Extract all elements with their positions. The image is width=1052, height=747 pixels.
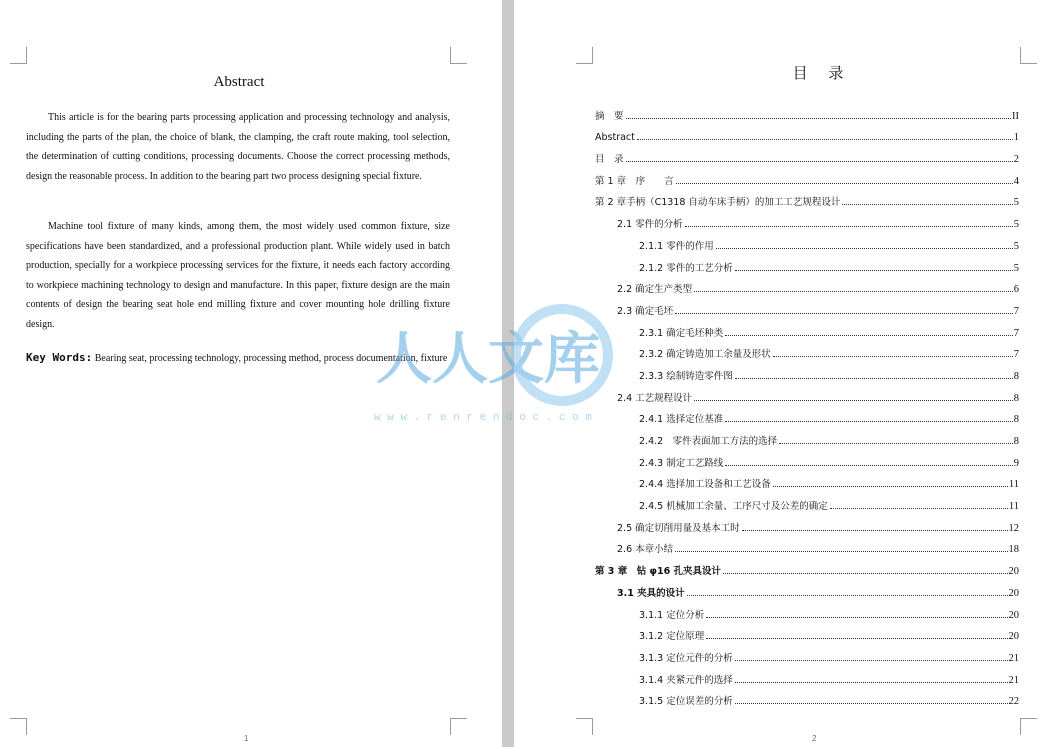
page-number: 1 (244, 734, 249, 743)
toc-entry[interactable] (595, 252, 1019, 274)
toc-entry-label: 2.3 确定毛坯 (617, 305, 674, 317)
toc-leader-dots (706, 617, 1007, 618)
toc-leader-dots (626, 118, 1011, 119)
toc-entry-page: 5 (1013, 219, 1019, 231)
abstract-paragraph: This article is for the bearing parts processing application and processing technology and analysis, including the parts of the plan, the choice of blank, the clamping, the craft route making, tool selection, the determination of cutting conditions, processing documents. Choose the correct processing methods, design the reasonable process. In addition to the bearing part two process designing special fixture. (26, 112, 450, 182)
watermark-text: 人人文库 (376, 327, 600, 392)
document-page-2 (514, 0, 1052, 747)
toc-entry-page: 1 (1013, 132, 1019, 144)
toc-leader-dots (735, 703, 1008, 704)
page-number: 2 (812, 734, 817, 743)
page-gutter (502, 0, 514, 747)
toc-entry-page: 8 (1013, 392, 1019, 404)
toc-entry-page: 8 (1013, 370, 1019, 382)
toc-entry-label: 2.5 确定切削用量及基本工时 (617, 522, 740, 534)
toc-leader-dots (675, 551, 1007, 552)
toc-entry-label: 2.4.4 选择加工设备和工艺设备 (639, 479, 771, 491)
toc-entry-label: 2.1.2 零件的工艺分析 (639, 262, 733, 274)
toc-entry-page: 5 (1013, 240, 1019, 252)
toc-leader-dots (626, 161, 1013, 162)
toc-entry-page: 21 (1008, 652, 1019, 664)
toc-leader-dots (706, 638, 1007, 639)
toc-entry-page: 8 (1013, 414, 1019, 426)
toc-entry-label: Abstract (595, 132, 635, 144)
toc-leader-dots (723, 573, 1008, 574)
toc-entry-page: 20 (1008, 631, 1019, 643)
toc-leader-dots (675, 313, 1013, 314)
toc-entry[interactable] (595, 274, 1019, 296)
toc-entry-label: 2.1.1 零件的作用 (639, 240, 714, 252)
toc-entry[interactable] (595, 230, 1019, 252)
abstract-title: Abstract (213, 74, 265, 90)
toc-entry[interactable] (595, 295, 1019, 317)
toc-entry-label: 3.1.4 夹紧元件的选择 (639, 674, 733, 686)
toc-entry-page: 6 (1013, 284, 1019, 296)
toc-entry-label: 3.1.5 定位误差的分析 (639, 696, 733, 708)
toc-entry-page: 11 (1008, 479, 1019, 491)
toc-leader-dots (694, 291, 1013, 292)
margin-corner-mark (576, 718, 593, 735)
toc-entry[interactable] (595, 165, 1019, 187)
toc-entry-page: 7 (1013, 305, 1019, 317)
toc-entry-page: 20 (1008, 609, 1019, 621)
toc-entry-label: 3.1.3 定位元件的分析 (639, 652, 733, 664)
toc-entry-label: 2.3.1 确定毛坯种类 (639, 327, 724, 339)
toc-entry[interactable] (595, 490, 1019, 512)
toc-entry[interactable] (595, 447, 1019, 469)
toc-entry-label: 2.4.2 零件表面加工方法的选择 (639, 436, 778, 447)
margin-corner-mark (10, 47, 27, 64)
toc-list (595, 100, 1019, 707)
toc-entry-page: 7 (1013, 327, 1019, 339)
toc-entry[interactable] (595, 317, 1019, 339)
toc-entry-page: 12 (1008, 522, 1019, 534)
toc-entry[interactable] (595, 382, 1019, 404)
watermark-url: w w w . r e n r e n d o c . c o m (374, 412, 592, 424)
toc-entry-label: 2.4.5 机械加工余量、工序尺寸及公差的确定 (639, 501, 828, 513)
margin-corner-mark (1020, 718, 1037, 735)
toc-leader-dots (637, 139, 1013, 140)
toc-entry-page: II (1012, 110, 1019, 122)
toc-leader-dots (716, 248, 1013, 249)
toc-entry[interactable] (595, 339, 1019, 361)
toc-entry-page: 7 (1013, 349, 1019, 361)
toc-leader-dots (725, 335, 1013, 336)
toc-entry-label: 第 3 章 钻 φ16 孔夹具设计 (595, 566, 721, 578)
toc-entry[interactable] (595, 122, 1019, 144)
toc-leader-dots (687, 595, 1008, 596)
toc-entry[interactable] (595, 100, 1019, 122)
toc-leader-dots (735, 270, 1013, 271)
toc-entry-label: 2.3.2 确定铸造加工余量及形状 (639, 349, 771, 361)
toc-entry[interactable] (595, 208, 1019, 230)
toc-leader-dots (676, 183, 1013, 184)
toc-entry[interactable] (595, 360, 1019, 382)
toc-entry-label: 2.3.3 绘制铸造零件图 (639, 370, 733, 382)
toc-entry-label: 摘 要 (595, 110, 624, 122)
toc-entry-label: 2.4 工艺规程设计 (617, 392, 693, 404)
toc-leader-dots (725, 465, 1013, 466)
toc-entry-label: 2.4.3 制定工艺路线 (639, 457, 724, 469)
toc-leader-dots (735, 378, 1013, 379)
toc-entry-page: 2 (1013, 154, 1019, 166)
keywords-label: Key Words: (26, 351, 93, 364)
toc-leader-dots (830, 508, 1008, 509)
toc-leader-dots (779, 443, 1013, 444)
toc-entry[interactable] (595, 621, 1019, 643)
toc-entry[interactable] (595, 404, 1019, 426)
toc-entry-page: 9 (1013, 457, 1019, 469)
toc-entry[interactable] (595, 469, 1019, 491)
toc-entry-label: 第 1 章 序 言 (595, 175, 674, 187)
toc-leader-dots (773, 486, 1008, 487)
toc-entry-page: 5 (1013, 197, 1019, 209)
toc-entry-page: 20 (1008, 566, 1019, 578)
margin-corner-mark (450, 47, 467, 64)
toc-leader-dots (694, 400, 1013, 401)
toc-entry[interactable] (595, 143, 1019, 165)
toc-entry-label: 2.6 本章小结 (617, 544, 674, 556)
toc-entry-label: 3.1.2 定位原理 (639, 631, 705, 643)
toc-entry[interactable] (595, 425, 1019, 447)
toc-leader-dots (742, 530, 1008, 531)
toc-entry-page: 11 (1008, 501, 1019, 513)
toc-entry-label: 2.1 零件的分析 (617, 219, 683, 231)
toc-leader-dots (685, 226, 1013, 227)
toc-entry-label: 2.4.1 选择定位基准 (639, 414, 724, 426)
toc-entry[interactable] (595, 187, 1019, 209)
toc-title: 目 录 (792, 64, 852, 82)
document-page-1 (0, 0, 502, 747)
toc-entry-page: 20 (1008, 587, 1019, 599)
toc-entry-page: 5 (1013, 262, 1019, 274)
toc-leader-dots (842, 204, 1012, 205)
toc-entry-page: 22 (1008, 696, 1019, 708)
toc-leader-dots (773, 356, 1013, 357)
toc-entry[interactable] (595, 642, 1019, 664)
toc-entry-label: 第 2 章手柄（C1318 自动车床手柄）的加工工艺规程设计 (595, 197, 841, 209)
toc-entry-page: 18 (1008, 544, 1019, 556)
toc-entry-page: 21 (1008, 674, 1019, 686)
toc-entry[interactable] (595, 577, 1019, 599)
toc-entry[interactable] (595, 599, 1019, 621)
toc-leader-dots (735, 660, 1008, 661)
keywords-line (26, 351, 450, 366)
toc-leader-dots (735, 682, 1008, 683)
abstract-paragraph: Machine tool fixture of many kinds, among them, the most widely used common fixture, size specifications have been standardized, and a professional production plant. While widely used in batch production, specially for a workpiece processing services for the fixture, it needs each factory according to workpiece machining technology to design and manufacture. In this paper, fixture design are the main contents of design the bearing seat hole end milling fixture and cover mounting hole drilling fixture design. (26, 221, 450, 330)
keywords-text: Bearing seat, processing technology, processing method, process documentation, fixture (94, 353, 448, 364)
margin-corner-mark (450, 718, 467, 735)
toc-entry-label: 2.2 确定生产类型 (617, 284, 693, 296)
toc-leader-dots (725, 421, 1013, 422)
toc-entry[interactable] (595, 555, 1019, 577)
margin-corner-mark (10, 718, 27, 735)
toc-entry-label: 3.1 夹具的设计 (617, 587, 685, 599)
toc-entry-page: 4 (1013, 175, 1019, 187)
toc-entry[interactable] (595, 664, 1019, 686)
toc-entry-page: 8 (1013, 436, 1019, 447)
toc-entry-label: 目 录 (595, 154, 624, 166)
toc-entry[interactable] (595, 534, 1019, 556)
toc-entry-label: 3.1.1 定位分析 (639, 609, 705, 621)
toc-entry[interactable] (595, 512, 1019, 534)
toc-entry[interactable] (595, 686, 1019, 708)
